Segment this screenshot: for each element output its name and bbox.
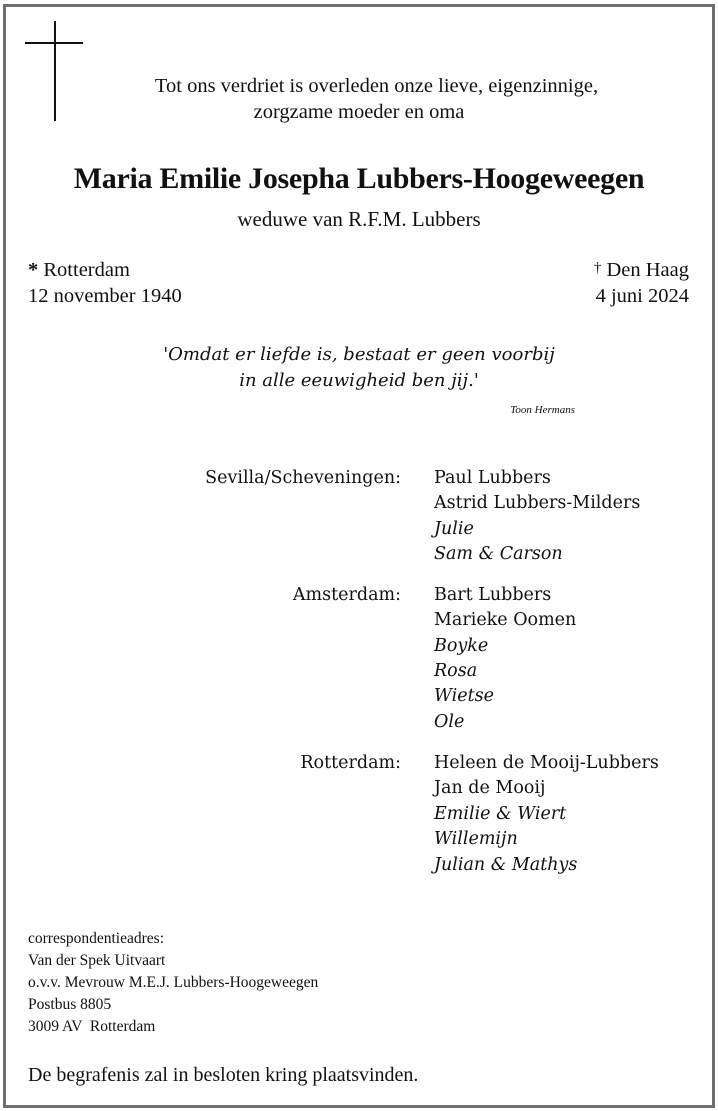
- family-member-grandchild: Wietse: [434, 686, 495, 706]
- address-line: Postbus 8805: [28, 996, 112, 1013]
- death-date: 4 juni 2024: [595, 285, 689, 307]
- death-place: Den Haag: [606, 259, 689, 281]
- quote-line-2: in alle eeuwigheid ben jij.': [239, 370, 479, 391]
- birth-place-line: [28, 259, 130, 282]
- death-symbol: †: [593, 260, 602, 276]
- birth-place: Rotterdam: [43, 259, 130, 281]
- deceased-name: Maria Emilie Josepha Lubbers-Hoogeweegen: [73, 162, 645, 195]
- intro-line-2: zorgzame moeder en oma: [253, 101, 465, 123]
- address-line: Van der Spek Uitvaart: [28, 952, 166, 969]
- family-member-grandchild: Sam & Carson: [434, 544, 563, 564]
- birth-date: 12 november 1940: [28, 285, 182, 307]
- family-member: Paul Lubbers: [434, 468, 551, 488]
- family-place: Sevilla/Scheveningen:: [205, 468, 401, 488]
- family-place: Rotterdam:: [300, 753, 401, 773]
- birth-symbol: *: [28, 259, 39, 281]
- family-member-grandchild: Rosa: [434, 661, 478, 681]
- widow-of: weduwe van R.F.M. Lubbers: [237, 207, 481, 231]
- cross-icon-bar: [25, 42, 83, 44]
- family-member: Heleen de Mooij-Lubbers: [434, 753, 659, 773]
- quote-author: Toon Hermans: [510, 404, 575, 416]
- family-member-grandchild: Boyke: [434, 636, 489, 656]
- burial-note: De begrafenis zal in besloten kring plaatsvinden.: [28, 1064, 419, 1086]
- family-member-grandchild: Julie: [434, 519, 474, 539]
- family-member: Astrid Lubbers-Milders: [434, 493, 641, 513]
- family-member: Jan de Mooij: [434, 778, 546, 798]
- family-member-grandchild: Julian & Mathys: [434, 855, 578, 875]
- family-member-grandchild: Ole: [434, 712, 465, 732]
- address-line: 3009 AV Rotterdam: [28, 1018, 156, 1035]
- quote-line-1: 'Omdat er liefde is, bestaat er geen voorbij: [163, 344, 555, 365]
- intro-line-1: Tot ons verdriet is overleden onze lieve, eigenzinnige,: [154, 75, 599, 97]
- family-place: Amsterdam:: [292, 585, 401, 605]
- family-member-grandchild: Willemijn: [434, 829, 518, 849]
- death-place-line: [594, 259, 689, 282]
- family-member: Bart Lubbers: [434, 585, 552, 605]
- family-member-grandchild: Emilie & Wiert: [434, 804, 567, 824]
- address-label: correspondentieadres:: [28, 930, 164, 947]
- family-member: Marieke Oomen: [434, 610, 577, 630]
- address-line: o.v.v. Mevrouw M.E.J. Lubbers-Hoogeweegen: [28, 974, 319, 991]
